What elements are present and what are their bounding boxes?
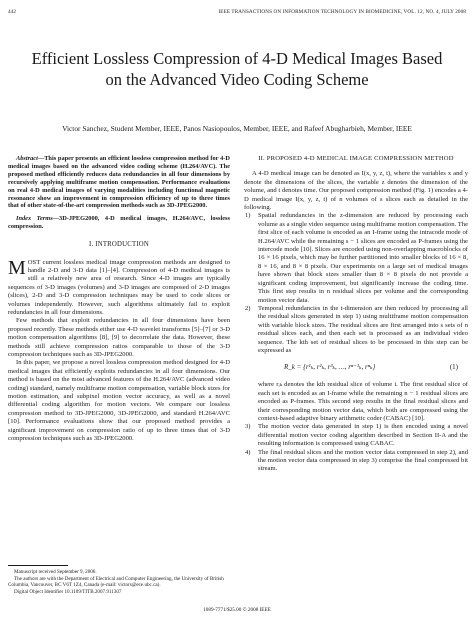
list-item-text: Temporal redundancies in the t-dimension are then reduced by processing all the residual slices generated in step 1) using multiframe motion compensation with variable block sizes. The residual slices are first arranged into s sets of n residual slices each, and then each set is processed as an individual video sequence. The kth set of residual slices to be processed in this step can be expressed as: [258, 304, 468, 354]
running-header: [8, 9, 466, 17]
list-item-number: 3): [245, 423, 251, 431]
copyright-line: 1089-7771/$25.00 © 2008 IEEE: [203, 607, 271, 613]
abstract-text: —This paper presents an efficient lossless compression method for 4-D medical images based on the advanced video coding scheme (H.264/AVC). The proposed method efficiently reduces data redundancies in all four dimensions by recursively applying multiframe motion compensation. Performance evaluations on real 4-D medical images of varying modalities including functional magnetic resonance show an improvement in compression efficiency of up to three times that of other state-of-the-art compression methods such as 3D-JPEG2000.: [8, 155, 230, 210]
footnote-rule: [8, 565, 68, 566]
right-column: [244, 155, 468, 474]
equation-explanation: where rᵢₖ denotes the kth residual slice of volume i. The first residual slice of each set is encoded as an I-frame while the remaining n − 1 residual slices are encoded as P-frames. This second step results in the final residual slices and their corresponding motion vector data, which both are compressed using the context-based adaptive binary arithmetic coder (CABAC) [10].: [258, 381, 468, 422]
list-item: [244, 212, 468, 304]
list-item: [244, 449, 468, 474]
footnote-line-3: Digital Object Identifier 10.1109/TITB.2007.911307: [14, 588, 122, 595]
paper-title: Efficient Lossless Compression of 4-D Medical Images Based on the Advanced Video Coding Scheme: [31, 49, 443, 89]
list-item-number: 1): [245, 212, 251, 220]
section-heading-method: II. PROPOSED 4-D MEDICAL IMAGE COMPRESSION METHOD: [258, 155, 454, 162]
list-item: [244, 423, 468, 448]
journal-name: IEEE TRANSACTIONS ON INFORMATION TECHNOLOGY IN BIOMEDICINE, VOL. 12, NO. 4, JULY 2008: [218, 9, 466, 15]
list-item-text: Spatial redundancies in the z-dimension are reduced by processing each volume as a single video sequence using multiframe motion compensation. The first slice of each volume is encoded as an I-frame using the intracode mode of H.264/AVC while the remaining s − 1 slices are encoded as P-frames using the intercode mode [10]. Slices are encoded using non-overlapping macroblocks of 16 × 16 pixels, which may be further partitioned into smaller blocks of 16 × 8, 8 × 16, and 8 × 8 pixels. Our experiments on a large set of medical images have shown that block sizes smaller than 8 × 8 pixels do not provide a significant coding improvement, but significantly increase the coding time. This first step results in n residual slices per volume and the corresponding motion vector data.: [258, 212, 468, 304]
abstract: [8, 155, 230, 210]
list-item-number: 2): [245, 304, 251, 312]
index-terms-label: Index Terms: [16, 215, 53, 223]
footnote-line-1: Manuscript received September 9, 2006.: [14, 569, 97, 575]
drop-cap: M: [8, 256, 26, 279]
abstract-label: Abstract: [16, 155, 38, 162]
equation-number: (1): [449, 363, 458, 372]
list-item-text: The final residual slices and the motion vector data compressed in step 2), and the motion vector data compressed in step 3) comprise the final compressed bit stream.: [258, 448, 468, 473]
page-number: 442: [8, 9, 17, 15]
list-item-number: 4): [245, 448, 251, 456]
equation-expression: R_k = {r¹ₖ, r²ₖ, r³ₖ, …, rⁿ⁻¹ₖ, rⁿₖ}: [284, 363, 376, 372]
equation-1: [244, 358, 468, 378]
footnote: [8, 565, 230, 595]
list-item: [244, 305, 468, 355]
footnote-line-2: The authors are with the Department of Electrical and Computer Engineering, the University of British Columbia, Vancouver, BC V6T 1Z4, Canada (e-mail: victors@ece.ubc.ca).: [8, 575, 224, 589]
intro-paragraph-3: In this paper, we propose a novel lossless compression method designed for 4-D medical images that efficiently exploits redundancies in all four dimensions. Our method is based on the most advanced features of the H.264/AVC (advanced video coding) standard, namely multiframe motion compensation, variable block sizes for motion estimation, and subpixel motion vector accuracy, as well as a novel differential coding algorithm for motion vectors. We compare our lossless compression method to 3D-JPEG2000, 3D-JPEG2000, and standard H.264/AVC [10]. Performance evaluations show that our proposed method provides a significant improvement on compression ratio of up to three times that of 3-D compression techniques such as 3D-JPEG2000.: [8, 359, 230, 443]
section-heading-introduction: I. INTRODUCTION: [88, 241, 149, 249]
intro-paragraph-2: Few methods that exploit redundancies in all four dimensions have been proposed recently. These methods either use 4-D wavelet transforms [5]–[7] or 3-D motion compensation algorithms [8], [9] to decorrelate the data. However, these methods still achieve compression ratios comparable to those of the 3-D compression techniques such as 3D-JPEG2000.: [8, 317, 230, 359]
intro-paragraph-1-text: OST current lossless medical image compression methods are designed to handle 2-D and 3-D data [1]–[4]. Compression of 4-D medical images is still a relatively new area of research. Since 4-D images are typically sequences of 3-D images (volumes) and 3-D images are composed of 2-D images (slices), 2-D and 3-D compression techniques may be used to code slices or volumes independently. However, such algorithms ultimately fail to exploit redundancies in all four dimensions.: [8, 258, 230, 316]
list-item-text: The motion vector data generated in step 1) is then encoded using a novel differential motion vector coding algorithm described in Section II-A and the resulting information is compressed using CABAC.: [258, 423, 468, 448]
left-column: [8, 155, 230, 444]
intro-paragraph-1: [8, 256, 230, 318]
method-paragraph-1: A 4-D medical image can be denoted as I(x, y, z, t), where the variables x and y denote the dimensions of the slices, the variable z denotes the dimension of the volume, and t denotes time. Our proposed compression method (Fig. 1) encodes a 4-D medical image I(x, y, z, t) of n volumes of s slices each as detailed in the following.: [244, 170, 468, 212]
method-steps-list: [244, 212, 468, 355]
index-terms-text: —3D-JPEG2000, 4-D medical images, H.264/AVC, lossless compression.: [8, 215, 230, 231]
author-list: Victor Sanchez, Student Member, IEEE, Panos Nasiopoulos, Member, IEEE, and Rafeef Abugharbieh, Member, IEEE: [62, 124, 412, 133]
method-steps-list-continued: [244, 423, 468, 473]
index-terms: [8, 215, 230, 231]
